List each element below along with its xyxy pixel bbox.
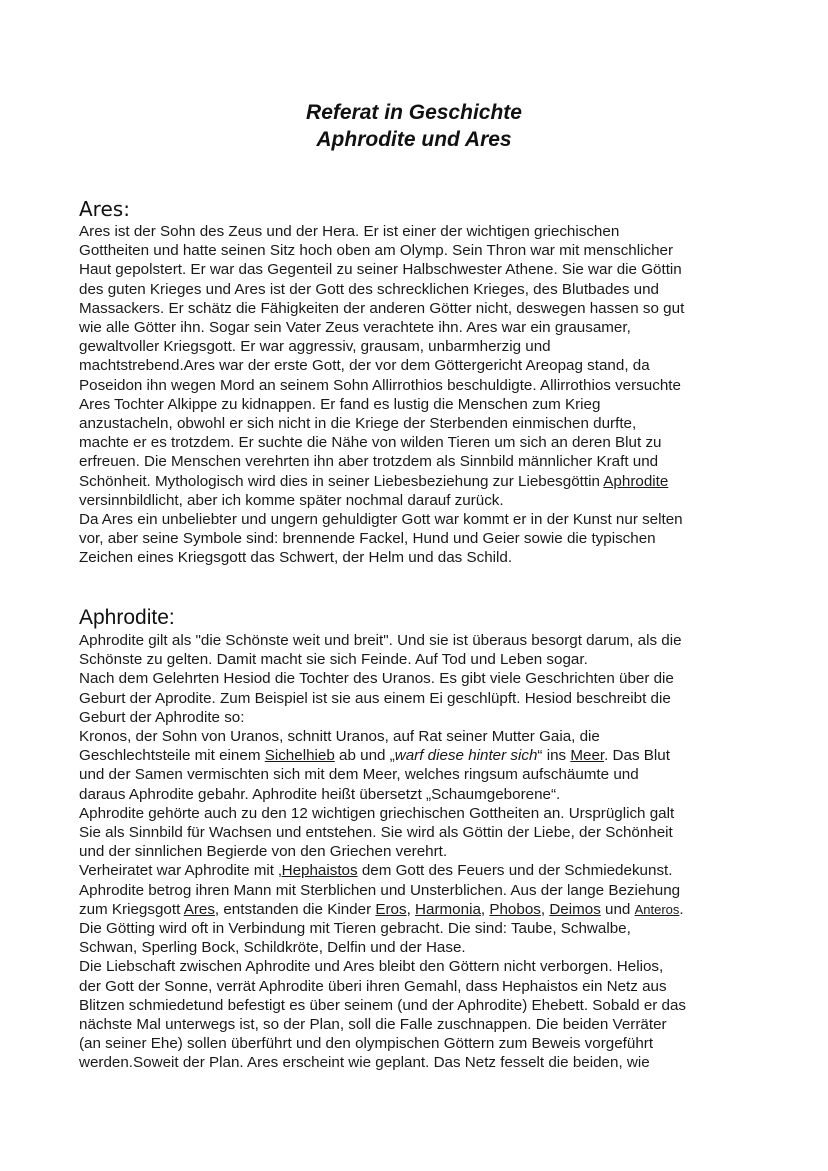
text-segment: daraus Aphrodite gebahr. Aphrodite heißt übersetzt „Schaumgeborene“. <box>79 785 561 803</box>
text-segment: vor, aber seine Symbole sind: brennende Fackel, Hund und Geier sowie die typischen <box>79 530 656 548</box>
text-line <box>79 260 779 279</box>
text-line <box>79 241 779 260</box>
text-segment: Aphrodite gilt als "die Schönste weit und breit". Und sie ist überaus besorgt darum, als die <box>79 632 682 649</box>
text-line <box>79 996 779 1015</box>
text-segment: werden.Soweit der Plan. Ares erscheint wie geplant. Das Netz fesselt die beiden, wie <box>79 1054 650 1072</box>
text-segment: Massackers. Er schätz die Fähigkeiten der anderen Götter nicht, deswegen hassen so gut <box>79 299 685 317</box>
text-segment: Poseidon ihn wegen Mord an seinem Sohn Allirrothios beschuldigte. Allirrothios versuchte <box>79 376 681 394</box>
text-segment: Zeichen eines Kriegsgott das Schwert, der Helm und das Schild. <box>79 549 513 567</box>
text-segment: Blitzen schmiedetund befestigt es über seinem (und der Aphrodite) Ehebett. Sobald er das <box>79 996 687 1014</box>
text-line <box>79 669 779 688</box>
link-deimos[interactable]: Deimos <box>549 900 601 918</box>
section-heading-aphrodite: Aphrodite: <box>79 606 175 629</box>
text-segment: (an seiner Ehe) sollen überführt und den olympischen Göttern zum Beweis vorgeführt <box>79 1035 654 1053</box>
text-segment: und der Samen vermischten sich mit dem Meer, welches ringsum aufschäumte und <box>79 766 639 784</box>
text-segment: Aphrodite betrog ihren Mann mit Sterblichen und Unsterblichen. Aus der lange Beziehung <box>79 881 681 899</box>
text-line <box>79 938 779 957</box>
text-segment: der Gott der Sonne, verrät Aphrodite überi ihren Gemahl, dass Hephaistos ein Netz aus <box>79 977 667 995</box>
text-line <box>79 765 779 784</box>
text-line <box>79 727 779 746</box>
text-segment: Geburt der Aphrodite so: <box>79 708 245 726</box>
text-line <box>79 842 779 861</box>
text-segment: gewaltvoller Kriegsgott. Er war aggressiv, grausam, unbarmherzig und <box>79 338 551 356</box>
text-segment: “ ins <box>537 747 571 765</box>
link-ares[interactable]: Ares <box>183 900 215 918</box>
text-segment: Aphrodite gehörte auch zu den 12 wichtigen griechischen Gottheiten an. Ursprüglich galt <box>79 804 675 822</box>
text-line <box>79 472 779 491</box>
text-segment: erfreuen. Die Menschen verehrten ihn aber trotzdem als Sinnbild männlicher Kraft und <box>79 453 659 471</box>
text-segment: . Das Blut <box>604 747 670 765</box>
link-eros[interactable]: Eros <box>375 900 407 918</box>
link-aphrodite[interactable]: Aphrodite <box>603 472 669 490</box>
link-anteros[interactable]: Anteros <box>634 901 680 917</box>
text-line <box>79 977 779 996</box>
text-segment: und <box>600 900 635 918</box>
section-body-ares <box>79 222 779 568</box>
text-segment: wie alle Götter ihn. Sogar sein Vater Zeus verachtete ihn. Ares war ein grausamer, <box>79 319 631 337</box>
title-line-2: Aphrodite und Ares <box>316 128 512 151</box>
text-segment: Geschlechtsteile mit einem <box>79 747 265 765</box>
text-segment: Verheiratet war Aphrodite mit ‚ <box>79 862 282 880</box>
text-segment: ab und „ <box>334 747 395 765</box>
text-line <box>79 919 779 938</box>
text-segment: , entstanden die Kinder <box>214 900 376 918</box>
text-line <box>79 548 779 567</box>
text-line <box>79 746 779 765</box>
text-line <box>79 900 779 919</box>
text-line <box>79 529 779 548</box>
text-line <box>79 785 779 804</box>
text-line <box>79 650 779 669</box>
text-segment: Schönheit. Mythologisch wird dies in seiner Liebesbeziehung zur Liebesgöttin <box>79 472 604 490</box>
text-line <box>79 881 779 900</box>
text-segment: , <box>480 900 490 918</box>
text-segment: Schwan, Sperling Bock, Schildkröte, Delfin und der Hase. <box>79 939 466 957</box>
link-meer[interactable]: Meer <box>570 747 605 765</box>
text-line <box>79 631 779 650</box>
text-segment: und der sinnlichen Begierde von den Griechen verehrt. <box>79 843 448 861</box>
text-segment: Da Ares ein unbeliebter und ungern gehuldigter Gott war kommt er in der Kunst nur selten <box>79 511 683 529</box>
section-body-aphrodite <box>79 631 779 1073</box>
text-segment: Die Götting wird oft in Verbindung mit Tieren gebracht. Die sind: Taube, Schwalbe, <box>79 920 631 938</box>
text-segment: Gottheiten und hatte seinen Sitz hoch oben am Olymp. Sein Thron war mit menschlicher <box>79 242 674 260</box>
text-line <box>79 376 779 395</box>
text-segment: dem Gott des Feuers und der Schmiedekunst. <box>357 862 673 880</box>
section-heading-ares: Ares: <box>79 197 130 221</box>
text-segment: machtstrebend.Ares war der erste Gott, der vor dem Göttergericht Areopag stand, da <box>79 357 650 375</box>
text-line <box>79 299 779 318</box>
text-line <box>79 414 779 433</box>
text-line <box>79 318 779 337</box>
text-line <box>79 1053 779 1072</box>
text-line <box>79 804 779 823</box>
text-line <box>79 280 779 299</box>
text-segment: Schönste zu gelten. Damit macht sie sich Feinde. Auf Tod und Leben sogar. <box>79 651 588 669</box>
text-line <box>79 861 779 880</box>
text-line <box>79 510 779 529</box>
text-segment: Die Liebschaft zwischen Aphrodite und Ares bleibt den Göttern nicht verborgen. Helios, <box>79 958 664 976</box>
text-segment: des guten Krieges und Ares ist der Gott des schrecklichen Krieges, des Blutbades und <box>79 280 659 298</box>
section-ares <box>79 196 779 568</box>
text-segment: Geburt der Aprodite. Zum Beispiel ist sie aus einem Ei geschlüpft. Hesiod beschreibt die <box>79 689 671 707</box>
text-line <box>79 491 779 510</box>
text-segment: Haut gepolstert. Er war das Gegenteil zu seiner Halbschwester Athene. Sie war die Göttin <box>79 261 682 279</box>
text-line <box>79 433 779 452</box>
text-segment: . <box>679 900 684 918</box>
text-segment: zum Kriegsgott <box>79 900 184 918</box>
link-harmonia[interactable]: Harmonia <box>415 900 481 918</box>
text-line <box>79 957 779 976</box>
italic-text: warf diese hinter sich <box>394 747 538 765</box>
text-segment: Ares ist der Sohn des Zeus und der Hera. Er ist einer der wichtigen griechischen <box>79 223 620 240</box>
text-line <box>79 823 779 842</box>
text-line <box>79 1015 779 1034</box>
text-line <box>79 395 779 414</box>
text-line <box>79 708 779 727</box>
link-phobos[interactable]: Phobos <box>489 900 541 918</box>
text-segment: nächste Mal unterwegs ist, so der Plan, soll die Falle zuschnappen. Die beiden Verräter <box>79 1016 667 1034</box>
text-segment: Sie als Sinnbild für Wachsen und entstehen. Sie wird als Göttin der Liebe, der Schönheit <box>79 824 673 842</box>
text-line <box>79 222 779 241</box>
link-hephaistos[interactable]: Hephaistos <box>281 862 358 880</box>
text-segment: , <box>406 900 416 918</box>
text-line <box>79 1034 779 1053</box>
text-segment: , <box>540 900 550 918</box>
text-segment: anzustacheln, obwohl er sich nicht in die Kriege der Sterbenden einmischen durfte, <box>79 415 637 433</box>
text-segment: machte er es trotzdem. Er suchte die Nähe von wilden Tieren um sich an deren Blut zu <box>79 434 662 452</box>
text-segment: Ares Tochter Alkippe zu kidnappen. Er fand es lustig die Menschen zum Krieg <box>79 395 601 413</box>
section-aphrodite <box>79 605 779 1073</box>
text-line <box>79 689 779 708</box>
text-line <box>79 337 779 356</box>
text-segment: versinnbildlicht, aber ich komme später nochmal darauf zurück. <box>79 491 504 509</box>
text-line <box>79 452 779 471</box>
document-title <box>0 99 828 153</box>
text-segment: Nach dem Gelehrten Hesiod die Tochter des Uranos. Es gibt viele Geschrichten über die <box>79 670 674 688</box>
title-line-1: Referat in Geschichte <box>306 101 522 124</box>
link-sichelhieb[interactable]: Sichelhieb <box>264 747 335 765</box>
text-line <box>79 356 779 375</box>
text-segment: Kronos, der Sohn von Uranos, schnitt Uranos, auf Rat seiner Mutter Gaia, die <box>79 728 600 746</box>
